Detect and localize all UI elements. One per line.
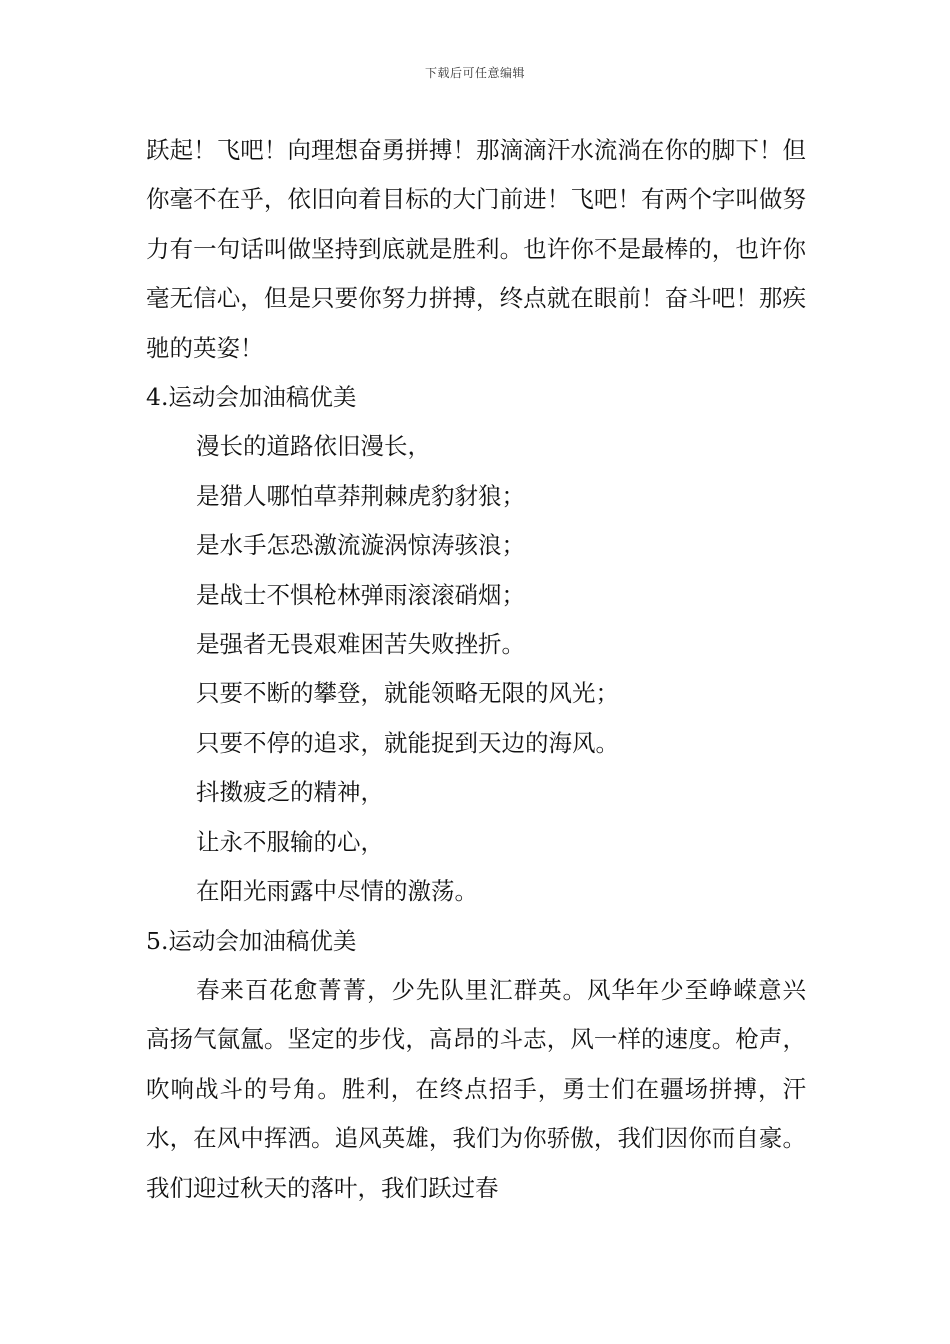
section-5-paragraph: 春来百花愈菁菁，少先队里汇群英。风华年少至峥嵘意兴高扬气氤氲。坚定的步伐，高昂的斗志，风一样的速度。枪声，吹响战斗的号角。胜利，在终点招手，勇士们在疆场拼搏，汗水，在风中挥洒。追风英雄，我们为你骄傲，我们因你而自豪。我们迎过秋天的落叶，我们跃过春 <box>146 975 806 1202</box>
poem-line: 让永不服输的心， <box>196 827 384 856</box>
poem-line: 是猎人哪怕草莽荆棘虎豹豺狼； <box>196 481 525 510</box>
poem-line: 抖擞疲乏的精神， <box>196 778 384 807</box>
page-header-note: 下载后可任意编辑 <box>424 66 525 80</box>
section-5-heading: 5.运动会加油稿优美 <box>146 926 357 955</box>
poem-line: 漫长的道路依旧漫长， <box>196 432 431 461</box>
poem-line: 是战士不惧枪林弹雨滚滚硝烟； <box>196 580 525 609</box>
poem-line: 在阳光雨露中尽情的激荡。 <box>196 877 478 906</box>
section-4-heading: 4.运动会加油稿优美 <box>146 383 357 412</box>
poem-line: 是强者无畏艰难困苦失败挫折。 <box>196 630 525 659</box>
section-4-poem <box>146 422 806 916</box>
poem-line: 是水手怎恐激流漩涡惊涛骇浪； <box>196 531 525 560</box>
poem-line: 只要不停的追求，就能捉到天边的海风。 <box>196 728 619 757</box>
opening-paragraph: 跃起！飞吧！向理想奋勇拼搏！那滴滴汗水流淌在你的脚下！但你毫不在乎，依旧向着目标的大门前进！飞吧！有两个字叫做努力有一句话叫做坚持到底就是胜利。也许你不是最棒的，也许你毫无信心，但是只要你努力拼搏，终点就在眼前！奋斗吧！那疾驰的英姿！ <box>146 136 806 362</box>
poem-line: 只要不断的攀登，就能领略无限的风光； <box>196 679 619 708</box>
document-body <box>146 126 806 1213</box>
